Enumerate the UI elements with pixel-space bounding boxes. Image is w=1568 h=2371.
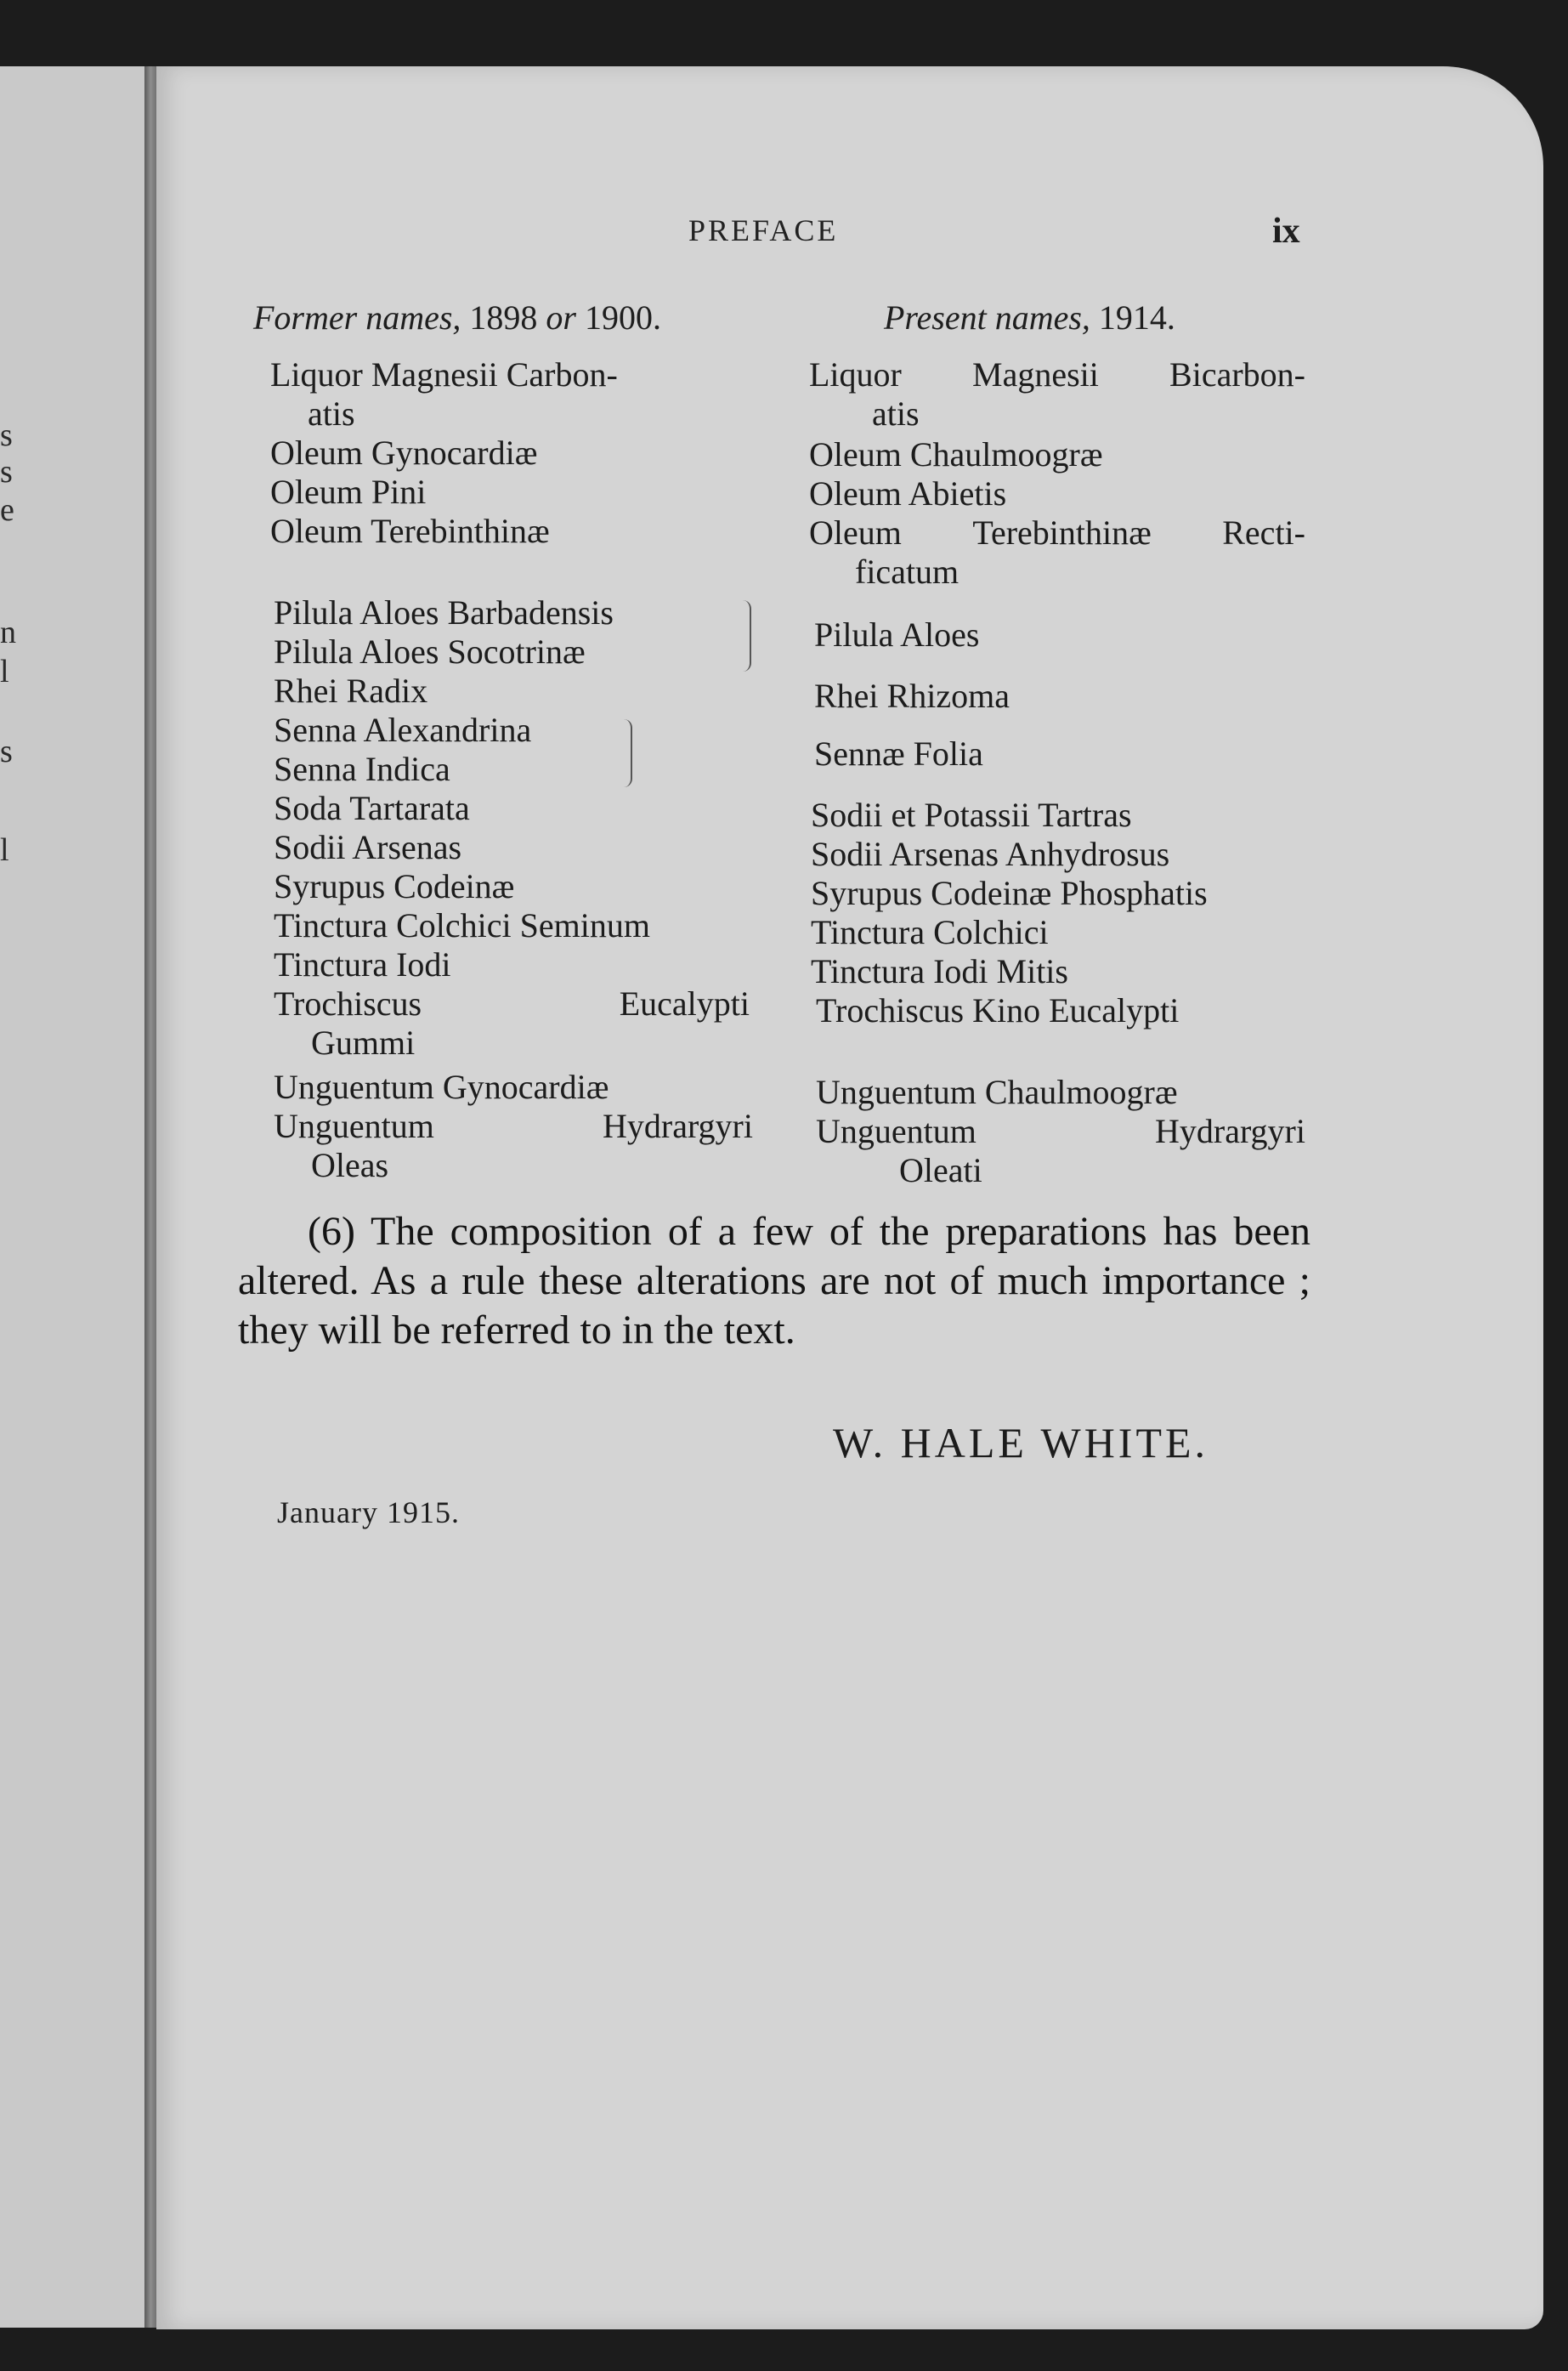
page-number: ix — [1272, 212, 1300, 251]
present-name-word: Unguentum — [816, 1112, 976, 1150]
former-name: Tinctura Iodi — [274, 945, 451, 984]
former-name-continuation: Gummi — [311, 1024, 416, 1062]
present-name: Oleum Chaulmoogræ — [809, 435, 1103, 474]
present-name: Syrupus Codeinæ Phosphatis — [811, 874, 1208, 912]
margin-letter: n — [0, 615, 16, 650]
present-name: Sennæ Folia — [814, 735, 983, 773]
present-name: Tinctura Colchici — [811, 913, 1049, 951]
former-label: Former names, — [253, 298, 461, 337]
margin-letter: s — [0, 454, 13, 490]
present-name — [809, 355, 1305, 394]
present-name-word: Magnesii — [972, 355, 1099, 394]
former-name-word: Unguentum — [274, 1107, 434, 1145]
preface-date: January 1915. — [277, 1495, 460, 1529]
brace — [622, 719, 632, 787]
former-name: Unguentum Gynocardiæ — [274, 1068, 609, 1106]
present-name-word: Oleum — [809, 513, 902, 552]
former-name: Pilula Aloes Barbadensis — [274, 593, 614, 632]
present-name: Oleum Abietis — [809, 474, 1007, 513]
former-name: Oleum Gynocardiæ — [270, 434, 538, 472]
present-name — [816, 1112, 1305, 1151]
former-name: Sodii Arsenas — [274, 828, 462, 866]
former-name: Tinctura Colchici Seminum — [274, 906, 650, 944]
former-name-line: Liquor Magnesii Carbon- — [270, 355, 618, 394]
margin-letter: e — [0, 492, 14, 528]
present-name: Unguentum Chaulmoogræ — [816, 1073, 1178, 1111]
present-name: Rhei Rhizoma — [814, 677, 1010, 715]
former-name: Oleum Terebinthinæ — [270, 512, 550, 550]
body-paragraph: (6) The composition of a few of the preparations has been altered. As a rule these alterations are not of much importance ; they will be referred to in the text. — [238, 1209, 1310, 1353]
former-name — [270, 355, 618, 434]
present-year: 1914. — [1098, 298, 1175, 337]
former-name: Oleum Pini — [270, 473, 427, 511]
author-signature: W. HALE WHITE. — [833, 1419, 1209, 1466]
present-name-word: Recti- — [1222, 513, 1305, 552]
former-name-continuation: Oleas — [311, 1146, 389, 1184]
present-name: Trochiscus Kino Eucalypti — [816, 991, 1180, 1030]
margin-letter: l — [0, 654, 9, 689]
former-name-continuation: atis — [308, 394, 355, 433]
former-name: Rhei Radix — [274, 672, 428, 710]
brace — [741, 600, 751, 672]
former-or: or — [546, 298, 576, 337]
present-label: Present names, — [884, 298, 1090, 337]
former-name: Syrupus Codeinæ — [274, 867, 515, 905]
present-name-continuation: Oleati — [899, 1151, 982, 1189]
present-name: Sodii Arsenas Anhydrosus — [811, 835, 1170, 873]
former-name: Senna Indica — [274, 750, 450, 788]
former-name: Senna Alexandrina — [274, 711, 532, 749]
present-name-continuation: ficatum — [855, 553, 959, 591]
former-year-a: 1898 — [469, 298, 538, 337]
former-name: Pilula Aloes Socotrinæ — [274, 632, 586, 671]
present-name-word: Liquor — [809, 355, 902, 394]
former-name — [274, 984, 750, 1024]
former-name-word: Hydrargyri — [603, 1107, 753, 1145]
present-name-word: Terebinthinæ — [972, 513, 1152, 552]
present-name: Sodii et Potassii Tartras — [811, 796, 1132, 834]
present-name — [809, 513, 1305, 553]
former-name — [274, 1107, 753, 1146]
margin-letter: s — [0, 417, 13, 453]
present-name-continuation: atis — [872, 394, 920, 433]
running-head: PREFACE — [688, 213, 839, 247]
present-name: Tinctura Iodi Mitis — [811, 952, 1068, 990]
former-year-b: 1900. — [585, 298, 661, 337]
present-name: Pilula Aloes — [814, 615, 980, 654]
margin-letter: l — [0, 832, 9, 868]
margin-letter: s — [0, 734, 13, 769]
former-name-word: Trochiscus — [274, 984, 422, 1023]
present-name-word: Bicarbon- — [1169, 355, 1305, 394]
former-name: Soda Tartarata — [274, 789, 470, 827]
former-name-word: Eucalypti — [619, 984, 750, 1023]
present-name-word: Hydrargyri — [1155, 1112, 1305, 1150]
